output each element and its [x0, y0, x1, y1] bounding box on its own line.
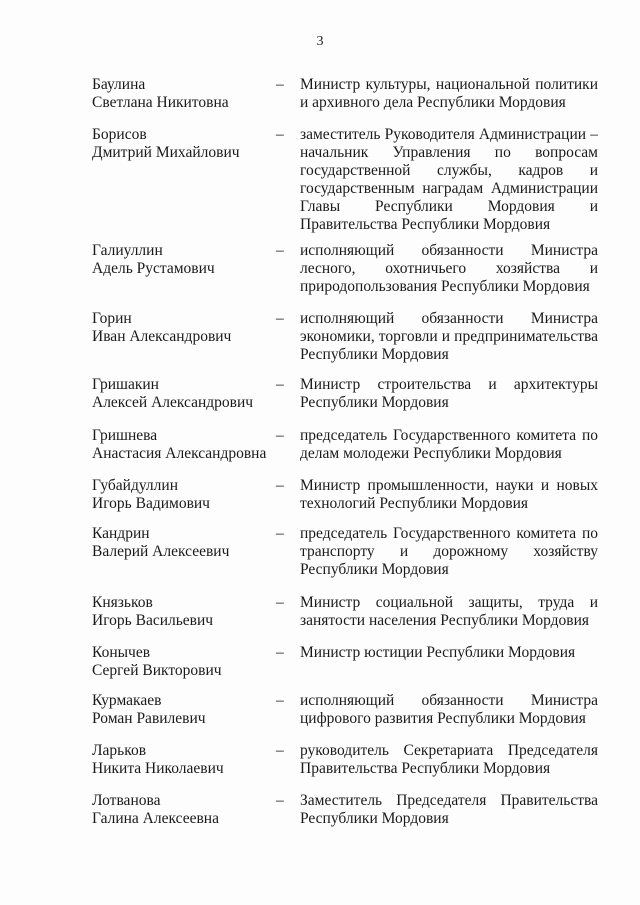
position-title: Министр строительства и архитектуры Республики Мордовия — [300, 376, 598, 411]
dash-separator: – — [276, 525, 284, 542]
given-names: Сергей Викторович — [92, 662, 222, 679]
dash-separator: – — [276, 692, 284, 709]
person-name — [92, 692, 270, 728]
person-name — [92, 242, 270, 278]
surname: Конычев — [92, 644, 151, 661]
position-title: председатель Государственного комитета по транспорту и дорожному хозяйству Республики Мордовия — [300, 525, 598, 578]
position-title: исполняющий обязанности Министра лесного, охотничьего хозяйства и природопользования Республики Мордовия — [300, 242, 598, 295]
surname: Борисов — [92, 126, 147, 143]
dash-separator: – — [276, 376, 284, 393]
person-name — [92, 742, 270, 778]
given-names: Алексей Александрович — [92, 394, 254, 411]
person-name — [92, 310, 270, 346]
given-names: Игорь Васильевич — [92, 612, 214, 629]
person-name — [92, 477, 270, 513]
person-name — [92, 427, 270, 463]
surname: Галиуллин — [92, 242, 163, 259]
position-title: заместитель Руководителя Администрации – начальник Управления по вопросам государственной службы, кадров и государственным наградам Администрации Главы Республики Мордовия и Правительства Республики Мордовия — [300, 126, 598, 233]
given-names: Галина Алексеевна — [92, 810, 219, 827]
surname: Князьков — [92, 594, 153, 611]
given-names: Игорь Вадимович — [92, 495, 210, 512]
page-number: 3 — [316, 34, 324, 49]
dash-separator: – — [276, 742, 284, 759]
surname: Горин — [92, 310, 132, 327]
given-names: Иван Александрович — [92, 328, 232, 345]
dash-separator: – — [276, 792, 284, 809]
position-title: Министр культуры, национальной политики и архивного дела Республики Мордовия — [300, 76, 598, 111]
surname: Лотванова — [92, 792, 161, 809]
surname: Губайдуллин — [92, 477, 178, 494]
position-title: Заместитель Председателя Правительства Республики Мордовия — [300, 792, 598, 827]
position-title: Министр социальной защиты, труда и занятости населения Республики Мордовия — [300, 594, 598, 629]
position-title: руководитель Секретариата Председателя Правительства Республики Мордовия — [300, 742, 598, 777]
person-name — [92, 594, 270, 630]
surname: Ларьков — [92, 742, 147, 759]
dash-separator: – — [276, 310, 284, 327]
dash-separator: – — [276, 477, 284, 494]
given-names: Дмитрий Михайлович — [92, 144, 240, 161]
dash-separator: – — [276, 427, 284, 444]
dash-separator: – — [276, 644, 284, 661]
position-title: Министр юстиции Республики Мордовия — [300, 644, 576, 661]
position-title: председатель Государственного комитета по делам молодежи Республики Мордовия — [300, 427, 598, 462]
given-names: Светлана Никитовна — [92, 94, 229, 111]
given-names: Роман Равилевич — [92, 710, 206, 727]
position-title: исполняющий обязанности Министра экономики, торговли и предпринимательства Республики Мордовия — [300, 310, 598, 363]
person-name — [92, 792, 270, 828]
surname: Кандрин — [92, 525, 150, 542]
person-name — [92, 525, 270, 561]
dash-separator: – — [276, 242, 284, 259]
person-name — [92, 76, 270, 112]
given-names: Никита Николаевич — [92, 760, 224, 777]
dash-separator: – — [276, 126, 284, 143]
dash-separator: – — [276, 594, 284, 611]
position-title: исполняющий обязанности Министра цифрового развития Республики Мордовия — [300, 692, 598, 727]
surname: Гришнева — [92, 427, 158, 444]
position-title: Министр промышленности, науки и новых технологий Республики Мордовия — [300, 477, 598, 512]
dash-separator: – — [276, 76, 284, 93]
surname: Гришакин — [92, 376, 159, 393]
surname: Баулина — [92, 76, 146, 93]
given-names: Валерий Алексеевич — [92, 543, 230, 560]
given-names: Адель Рустамович — [92, 260, 215, 277]
person-name — [92, 126, 270, 162]
surname: Курмакаев — [92, 692, 162, 709]
person-name — [92, 644, 270, 680]
given-names: Анастасия Александровна — [92, 445, 267, 462]
person-name — [92, 376, 270, 412]
